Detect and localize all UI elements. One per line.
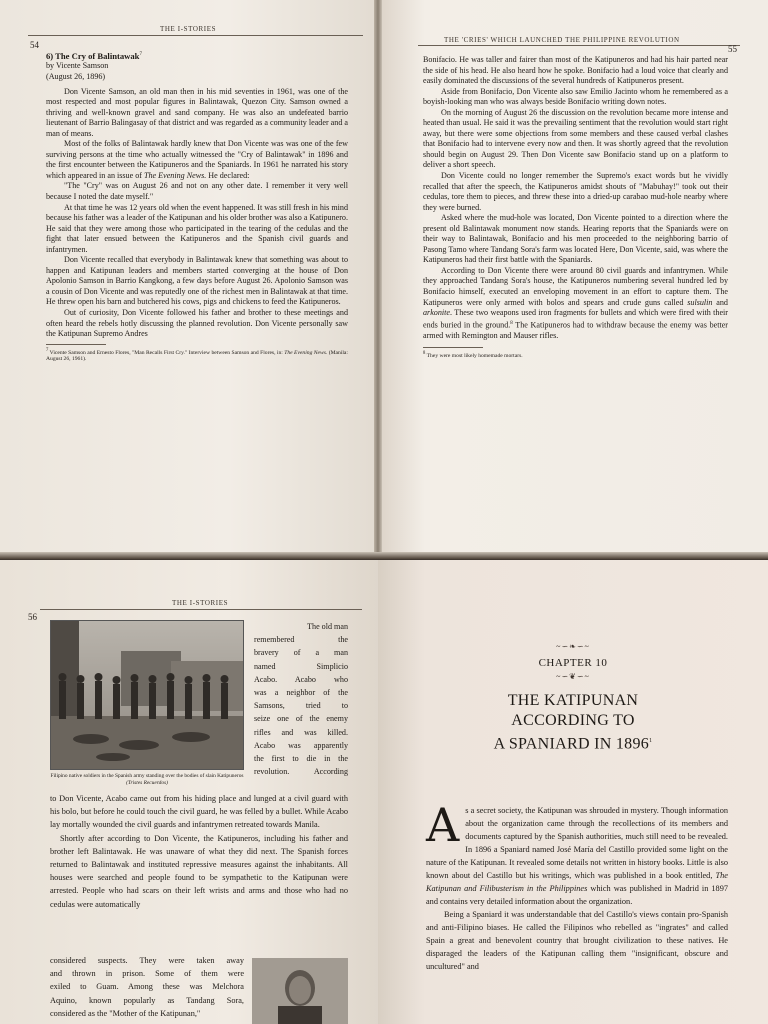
paragraph: On the morning of August 26 the discussion on the revolution became more intense and heated than usual. He said it was the prevailing sentiment that the revolution would start right away, but there were some objections from some members and these caused verbal clashes that Bonifacio had to intervene every now and then. It was shortly agreed that the revolution should begin on August 29. Then Don Vicente saw Bonifacio stand up on a platform to deliver a short speech. — [423, 107, 728, 170]
line: seize one of the enemy — [254, 714, 348, 724]
footnote: $^7$ Vicente Samson and Ernesto Flores, "Man Recalls First Cry." Interview between Samson and Flores, in: The Evening News. (Manila: August 26, 1961). — [46, 347, 348, 363]
line: Aquino, known popularly as Tandang Sora, — [50, 995, 244, 1005]
chapter-label: CHAPTER 10 — [538, 657, 608, 669]
line: the first to die in the — [254, 754, 348, 764]
paragraph: Being a Spaniard it was understandable that del Castillo's views contain pro-Spanish and anti-Filipino biases. He called the Filipinos who rebelled as "ingrates" and called Spain a great and benevolent country that brought civilization to these natives. He disparaged the leaders of the Katipunan calling them "insignificant, obscure and uncultured" and — [426, 910, 728, 971]
header-rule — [28, 35, 363, 36]
paragraph: Don Vicente Samson, an old man then in his mid seventies in 1961, was one of the most respected and most popular figures in Balintawak, Quezon City. Samson owned a thriving and well-known gravel and sand company. He was also an undefeated barrio lieutenant of Barrio Balingasay of that district and was regarded as a community leader and a man of means. — [46, 86, 348, 138]
running-header: THE 'CRIES' WHICH LAUNCHED THE PHILIPPINE REVOLUTION — [444, 36, 680, 44]
historical-photo — [50, 620, 244, 770]
paragraph: to Don Vicente, Acabo came out from his hiding place and lunged at a civil guard with his bolo, but before he could touch the civil guard, he was felled by a bullet. While Acabo lay mortally wounded the civil guards and infantrymen retreated towards Manila. — [50, 794, 348, 830]
event-date: (August 26, 1896) — [46, 71, 106, 81]
paragraph: Aside from Bonifacio, Don Vicente also saw Emilio Jacinto whom he remembered as a boyish-looking man who was always beside Bonifacio writing down notes. — [423, 86, 728, 107]
line: considered as the "Mother of the Katipunan," — [50, 1008, 201, 1018]
line: exiled to Guam. Among these was Melchora — [50, 982, 244, 992]
text-column — [46, 50, 348, 363]
paragraph: Most of the folks of Balintawak hardly knew that Don Vicente was was one of the few surviving persons at the time who actually witnessed the "Cry of Balintawak" in 1896 and the first encounter between the Katipuneros and the Spaniards. In 1961 he narrated his story which appeared in an issue of The Evening News. He declared: — [46, 139, 348, 180]
paragraph: Asked where the mud-hole was located, Don Vicente pointed to a direction where the present old Balintawak monument now stands. Hearing reports that the Spaniards were on their way to Balintawak, Bonifacio and his men proceeded to the neighboring barrio of Pasong Tamo where Tandang Sora's farm was located Here, Don Vicente, said, was where the Katipuneros had their first battle with the Spaniards. — [423, 213, 728, 265]
text-column — [423, 55, 728, 360]
photo-caption: Filipino native soldiers in the Spanish army standing over the bodies of slain Katipuneros (Tristes Recuerdos) — [50, 773, 244, 786]
paragraph: Don Vicente could no longer remember the Supremo's exact words but he vividly recalled that after the speech, the Katipuneros amidst shouts of "Mabuhay!" took out their cedulas, tore them to pieces, and threw these into a dried-up carabao mud-hole nearby where they were burned. — [423, 171, 728, 212]
ornament-bottom-icon: ~∽❦∽~ — [556, 672, 590, 681]
chapter-title — [438, 691, 708, 754]
line: and thrown in prison. Some of them were — [50, 969, 244, 979]
text-column-bottom — [50, 954, 244, 1020]
header-rule — [418, 45, 740, 46]
paragraph: As a secret society, the Katipunan was shrouded in mystery. Though information about the organization came through the recollections of its members and documents captured by the Spanish authorities, much still need to be revealed. In 1896 a Spaniard named José María del Castillo provided some light on the nature of the Katipunan. It revealed some details not written in history books. Little is also known about del Castillo but his writings, which was published in a book entitled, The Katipunan and Filibusterism in the Philippines which was published in Madrid in 1897 and contains very detailed information about the organization. — [426, 798, 728, 906]
line: revolution. According — [254, 767, 348, 777]
byline: by Vicente Samson — [46, 61, 109, 71]
ornament-top-icon: ~∽❧∽~ — [556, 642, 590, 651]
running-header: THE I-STORIES — [172, 599, 229, 607]
portrait-photo — [252, 958, 348, 1024]
section-title: 6) The Cry of Balintawak$^7$ — [46, 50, 142, 61]
line: Samsons, tried to — [254, 701, 348, 711]
header-rule — [40, 609, 362, 610]
title-line: ACCORDING TO — [511, 712, 635, 729]
page-number: 54 — [30, 40, 39, 50]
page-57 — [378, 560, 768, 1024]
paragraph: According to Don Vicente there were around 80 civil guards and infantrymen. While they approached Tandang Sora's house, the Katipuneros numbering several hundred led by Bonifacio himself, executed an enveloping movement in an effort to capture them. The Katipuneros were only armed with bolos and spears and crude guns called sulsulin and arkonite. These two weapons used iron fragments for bullets and which were fired with their ends buried in the ground.$^8$ The Katipuneros had to withdraw because the enemy was better armed with Remington and Mauser rifles. — [423, 265, 728, 340]
page-56 — [0, 560, 380, 1024]
line: named Simplicio — [254, 661, 348, 671]
line: rifles and was killed. — [254, 727, 348, 737]
title-line: A SPANIARD IN 1896$^1$ — [493, 735, 653, 753]
line: considered suspects. They were taken away — [50, 956, 244, 965]
quote: "The "Cry" was on August 26 and not on any other date. I remember it very well because I noted the date myself." — [46, 181, 348, 201]
page-number: 55 — [728, 44, 737, 54]
book-spine — [374, 0, 382, 552]
text-column — [50, 782, 348, 911]
page-55 — [378, 0, 768, 560]
running-header: THE I-STORIES — [160, 25, 217, 33]
paragraph: Shortly after according to Don Vicente, the Katipuneros, including his father and brother left Balintawak. He was unaware of what they did next. The Spanish forces returned to Balintawak and instituted repressive measures against the inhabitants. All houses were searched and people found to be sympathetic to the Katipunan were arrested. People who had scars on their left wrists and arms and those who had no cedulas were automatically — [50, 833, 348, 909]
footnote: $^8$ They were most likely homemade mortars. — [423, 351, 523, 360]
line: Acabo was apparently — [254, 740, 348, 750]
page-number: 56 — [28, 612, 37, 622]
line: was a neighbor of the — [254, 688, 348, 698]
paragraph: Bonifacio. He was taller and fairer than most of the Katipuneros and had his hair parted near the side of his head. He also heard how he spoke. Bonifacio had a loud voice that clearly and easily dominated the discussions of the several hundreds of Katipuneros present. — [423, 55, 728, 86]
text-column — [426, 798, 728, 973]
title-line: THE KATIPUNAN — [507, 692, 639, 709]
line: The old man — [307, 622, 348, 631]
paragraph: At that time he was 12 years old when the event happened. It was still fresh in his mind because his father was a leader of the Katipunan and his older brother was also a Katipunero. He said that they were among those who participated in the tearing of the cedulas and the fight that later ensued between the Katipuneros and the Spanish civil guards and infantrymen. — [46, 202, 348, 254]
line: Acabo. Acabo who — [254, 674, 348, 684]
page-54 — [0, 0, 380, 560]
paragraph: Don Vicente recalled that everybody in Balintawak knew that something was about to happen and Katipunan leaders and members started converging at the house of Don Apolonio Samson in Barrio Kangkong, a few days before August 26. Apolonio Samson was a cousin of Don Vicente and was reputedly one of the richest men in Balintawak at that time. He threw open his barn and butchered his cows, pigs and chickens to feed the Katipuneros. — [46, 255, 348, 307]
side-column — [254, 620, 348, 778]
paragraph: Out of curiosity, Don Vicente followed his father and brother to these meetings and often heard the rebels hotly discussing the planned revolution. Don Vicente personally saw the Katipunan Supremo Andres — [46, 307, 348, 339]
line: bravery of a man — [254, 648, 348, 658]
line: remembered the — [254, 635, 348, 645]
drop-cap: A — [426, 798, 460, 852]
